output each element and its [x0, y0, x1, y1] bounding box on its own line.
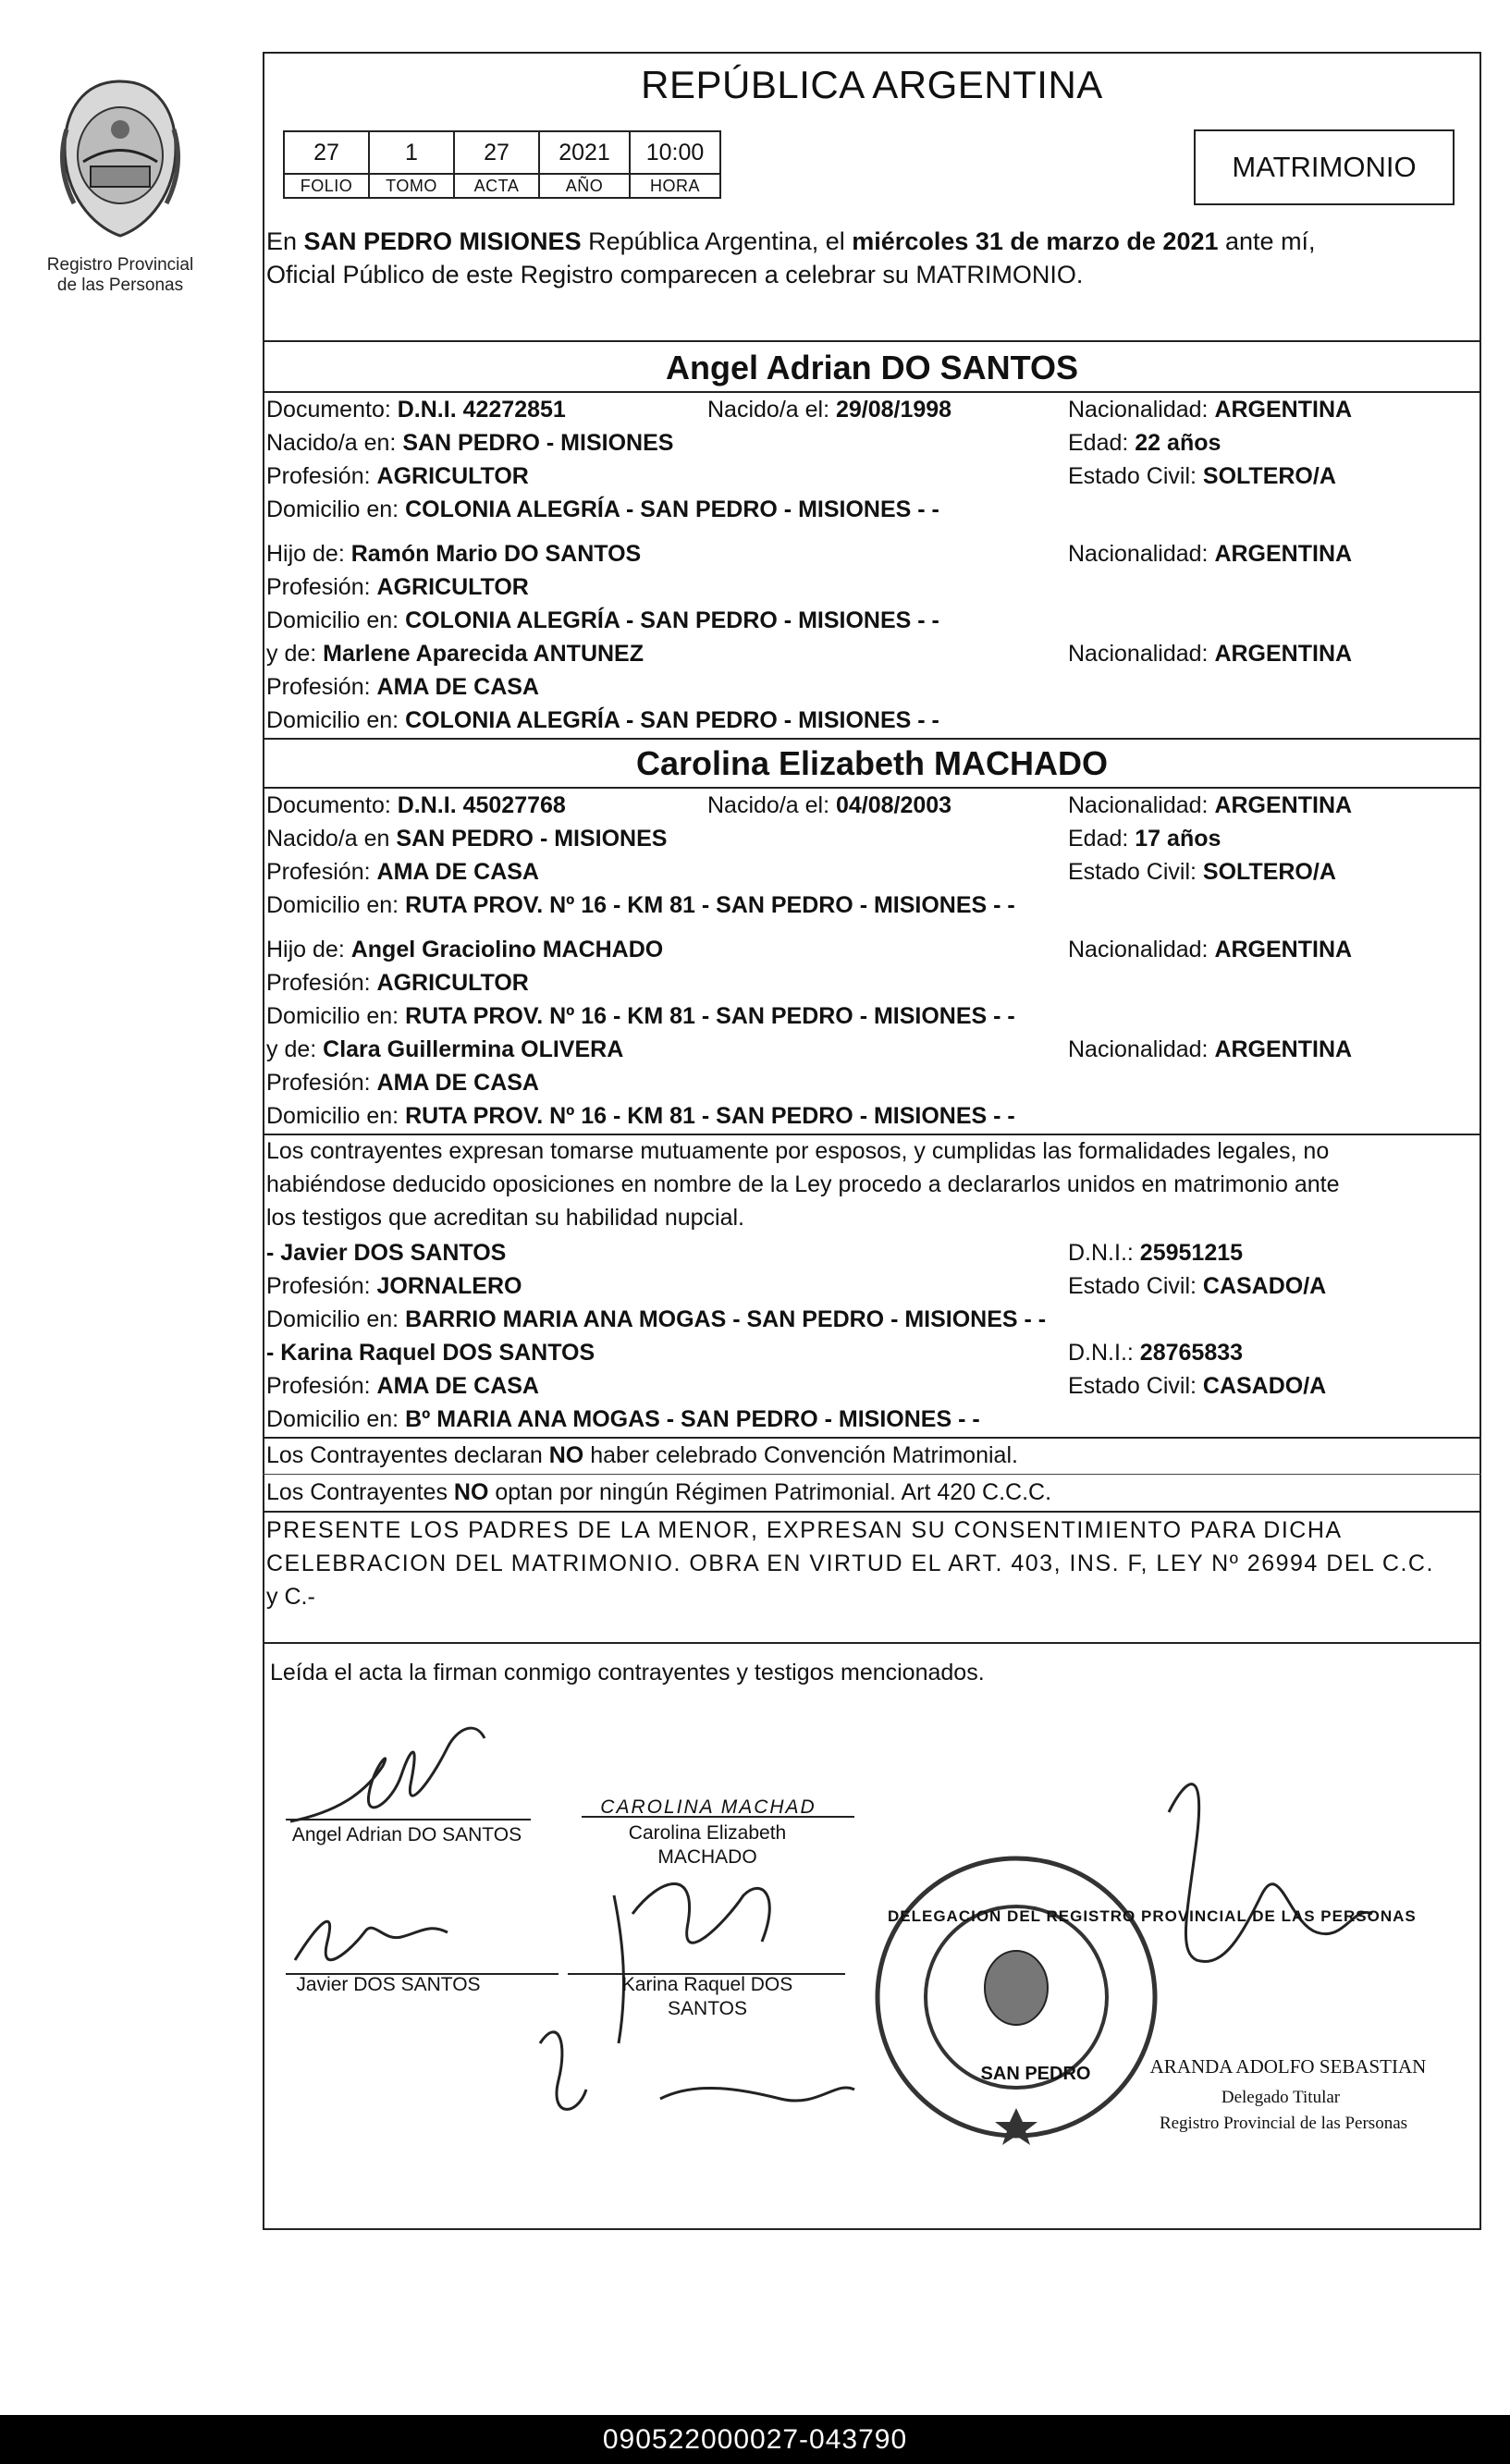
witness2-address: Domicilio en: Bº MARIA ANA MOGAS - SAN PEDRO - MISIONES - - — [266, 1406, 980, 1432]
bride-father-nationality: Nacionalidad: ARGENTINA — [1068, 937, 1353, 962]
bride-civil-status: Estado Civil: SOLTERO/A — [1068, 859, 1336, 885]
groom-address: Domicilio en: COLONIA ALEGRÍA - SAN PEDRO - MISIONES - - — [266, 496, 939, 522]
groom-doc: Documento: D.N.I. 42272851 — [266, 397, 566, 423]
intro-line1: En SAN PEDRO MISIONES República Argentina, el miércoles 31 de marzo de 2021 ante mí, — [266, 227, 1316, 255]
acta-value: 27 — [454, 131, 539, 174]
declaration-line2: habiéndose deducido oposiciones en nombre de la Ley procedo a declararlos unidos en matrimonio ante — [266, 1171, 1340, 1197]
witness2-signature-label-line1: Karina Raquel DOS — [621, 1974, 793, 1995]
bride-father: Hijo de: Angel Graciolino MACHADO — [266, 937, 664, 962]
groom-mother: y de: Marlene Aparecida ANTUNEZ — [266, 641, 644, 667]
bride-signature-label-line2: MACHADO — [657, 1846, 757, 1868]
bride-father-profession: Profesión: AGRICULTOR — [266, 970, 529, 996]
witness1-civil-status: Estado Civil: CASADO/A — [1068, 1273, 1327, 1299]
record-table — [283, 130, 721, 199]
divider — [263, 787, 1481, 789]
groom-mother-profession: Profesión: AMA DE CASA — [266, 674, 539, 700]
bride-mother-profession: Profesión: AMA DE CASA — [266, 1070, 539, 1096]
bride-father-address: Domicilio en: RUTA PROV. Nº 16 - KM 81 - SAN PEDRO - MISIONES - - — [266, 1003, 1015, 1029]
witness2-name: - Karina Raquel DOS SANTOS — [266, 1340, 595, 1366]
act-type-box: MATRIMONIO — [1194, 129, 1455, 205]
groom-signature-label: Angel Adrian DO SANTOS — [291, 1824, 522, 1845]
witness1-address: Domicilio en: BARRIO MARIA ANA MOGAS - SAN PEDRO - MISIONES - - — [266, 1306, 1047, 1332]
bride-nationality: Nacionalidad: ARGENTINA — [1068, 792, 1353, 818]
divider — [263, 1642, 1481, 1644]
witness2-signature-label-line2: SANTOS — [668, 1998, 747, 2019]
bride-born: Nacido/a el: 04/08/2003 — [707, 792, 952, 818]
convention-line1: Los Contrayentes declaran NO haber celebrado Convención Matrimonial. — [266, 1442, 1018, 1468]
logo-caption-line1: Registro Provincial — [46, 255, 194, 275]
divider — [263, 340, 1481, 342]
folio-label: FOLIO — [284, 174, 369, 198]
declaration-line3: los testigos que acreditan su habilidad nupcial. — [266, 1205, 745, 1231]
tomo-label: TOMO — [369, 174, 454, 198]
divider — [263, 1511, 1481, 1513]
closing-text: Leída el acta la firman conmigo contrayentes y testigos mencionados. — [270, 1660, 985, 1686]
groom-mother-address: Domicilio en: COLONIA ALEGRÍA - SAN PEDRO - MISIONES - - — [266, 707, 939, 733]
bride-address: Domicilio en: RUTA PROV. Nº 16 - KM 81 - SAN PEDRO - MISIONES - - — [266, 892, 1015, 918]
divider — [263, 391, 1481, 393]
logo-caption-line2: de las Personas — [56, 276, 184, 295]
convention-line2: Los Contrayentes NO optan por ningún Régimen Patrimonial. Art 420 C.C.C. — [266, 1479, 1052, 1505]
groom-name: Angel Adrian DO SANTOS — [665, 349, 1079, 386]
witness1-profession: Profesión: JORNALERO — [266, 1273, 522, 1299]
groom-father-address: Domicilio en: COLONIA ALEGRÍA - SAN PEDRO - MISIONES - - — [266, 607, 939, 633]
bride-age: Edad: 17 años — [1068, 826, 1222, 852]
witness2-civil-status: Estado Civil: CASADO/A — [1068, 1373, 1327, 1399]
notes-line3: y C.- — [266, 1584, 315, 1610]
province-seal-icon — [46, 74, 194, 250]
groom-mother-nationality: Nacionalidad: ARGENTINA — [1068, 641, 1353, 667]
stamp-text: DELEGACION DEL REGISTRO PROVINCIAL DE LAS PERSONAS — [888, 1907, 1417, 1925]
bride-birthplace: Nacido/a en SAN PEDRO - MISIONES — [266, 826, 668, 852]
hora-value: 10:00 — [630, 131, 720, 174]
registry-logo — [18, 74, 222, 296]
anio-value: 2021 — [539, 131, 630, 174]
groom-nationality: Nacionalidad: ARGENTINA — [1068, 397, 1353, 423]
intro-line2: Oficial Público de este Registro comparecen a celebrar su MATRIMONIO. — [266, 261, 1084, 288]
declaration-line1: Los contrayentes expresan tomarse mutuamente por esposos, y cumplidas las formalidades legales, no — [266, 1138, 1330, 1164]
intro-date: miércoles 31 de marzo de 2021 — [852, 227, 1219, 255]
signatures-graphic — [263, 1710, 1481, 2228]
officer-title: Delegado Titular — [1221, 2088, 1341, 2107]
hora-label: HORA — [630, 174, 720, 198]
groom-birthplace: Nacido/a en: SAN PEDRO - MISIONES — [266, 430, 674, 456]
groom-father-nationality: Nacionalidad: ARGENTINA — [1068, 541, 1353, 567]
witness1-signature-label: Javier DOS SANTOS — [296, 1974, 481, 1995]
bride-doc: Documento: D.N.I. 45027768 — [266, 792, 566, 818]
groom-profession: Profesión: AGRICULTOR — [266, 463, 529, 489]
bride-profession: Profesión: AMA DE CASA — [266, 859, 539, 885]
witness2-profession: Profesión: AMA DE CASA — [266, 1373, 539, 1399]
notes-line2: CELEBRACION DEL MATRIMONIO. OBRA EN VIRTUD EL ART. 403, INS. F, LEY Nº 26994 DEL C.C. — [266, 1551, 1434, 1576]
bride-mother-address: Domicilio en: RUTA PROV. Nº 16 - KM 81 - SAN PEDRO - MISIONES - - — [266, 1103, 1015, 1129]
divider — [263, 1437, 1481, 1439]
intro-place: SAN PEDRO MISIONES — [303, 227, 582, 255]
groom-civil-status: Estado Civil: SOLTERO/A — [1068, 463, 1336, 489]
bride-mother: y de: Clara Guillermina OLIVERA — [266, 1036, 624, 1062]
stamp-center-text: SAN PEDRO — [980, 2064, 1091, 2084]
barcode-number: 090522000027-043790 — [0, 2415, 1510, 2464]
officer-org: Registro Provincial de las Personas — [1159, 2114, 1408, 2133]
bride-mother-nationality: Nacionalidad: ARGENTINA — [1068, 1036, 1353, 1062]
bride-signature-label-line1: Carolina Elizabeth — [628, 1822, 787, 1844]
groom-born: Nacido/a el: 29/08/1998 — [707, 397, 952, 423]
bride-handwritten-name: CAROLINA MACHAD — [600, 1796, 816, 1818]
officer-name: ARANDA ADOLFO SEBASTIAN — [1149, 2055, 1427, 2078]
witness2-dni: D.N.I.: 28765833 — [1068, 1340, 1244, 1366]
acta-label: ACTA — [454, 174, 539, 198]
groom-father-profession: Profesión: AGRICULTOR — [266, 574, 529, 600]
anio-label: AÑO — [539, 174, 630, 198]
page-title: REPÚBLICA ARGENTINA — [641, 63, 1103, 106]
tomo-value: 1 — [369, 131, 454, 174]
groom-father: Hijo de: Ramón Mario DO SANTOS — [266, 541, 642, 567]
divider — [263, 738, 1481, 740]
groom-age: Edad: 22 años — [1068, 430, 1222, 456]
witness1-dni: D.N.I.: 25951215 — [1068, 1240, 1244, 1266]
witness1-name: - Javier DOS SANTOS — [266, 1240, 507, 1266]
folio-value: 27 — [284, 131, 369, 174]
notes-line1: PRESENTE LOS PADRES DE LA MENOR, EXPRESAN SU CONSENTIMIENTO PARA DICHA — [266, 1517, 1343, 1543]
bride-name: Carolina Elizabeth MACHADO — [635, 744, 1109, 782]
divider — [263, 1474, 1481, 1475]
